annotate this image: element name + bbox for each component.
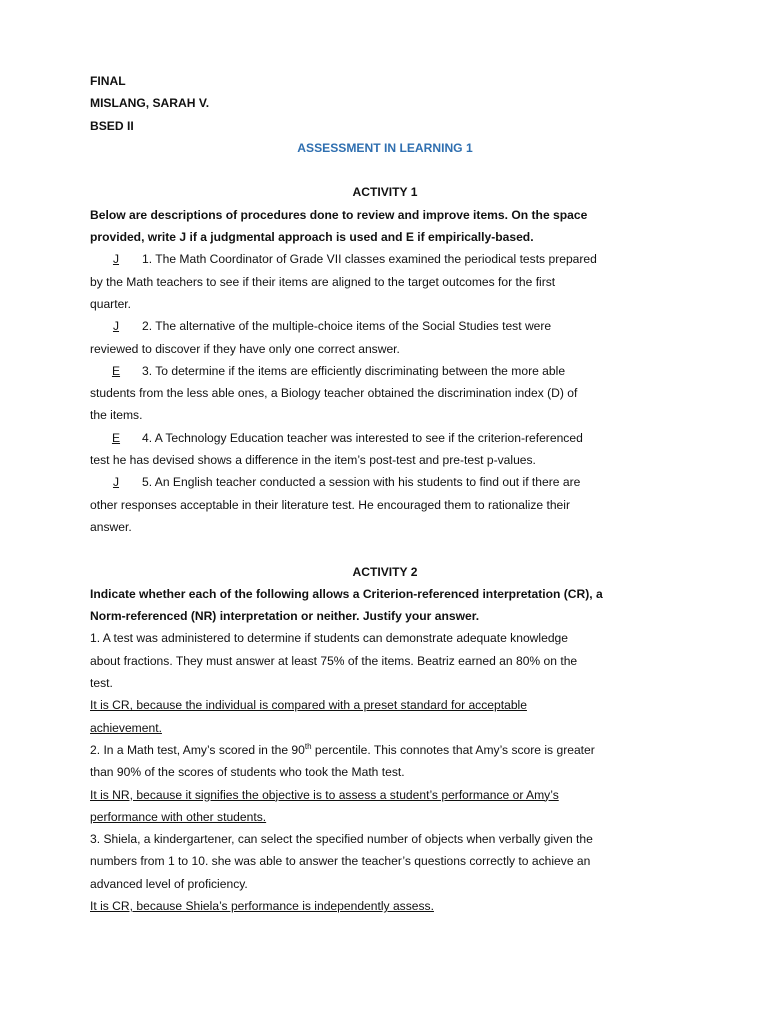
activity2-question-3: 3. Shiela, a kindergartener, can select the specified number of objects when verbally given the	[90, 832, 593, 847]
question-text-continued: than 90% of the scores of students who took the Math test.	[90, 765, 405, 780]
activity2-question-2	[90, 739, 680, 761]
item-text: 1. The Math Coordinator of Grade VII classes examined the periodical tests prepared	[142, 252, 597, 267]
answer-blank: J	[112, 252, 120, 267]
student-name: MISLANG, SARAH V.	[90, 96, 210, 111]
activity2-heading: ACTIVITY 2	[352, 564, 418, 579]
activity2-instruction-line: Indicate whether each of the following allows a Criterion-referenced interpretation (CR), a	[90, 586, 603, 601]
item-text-continued: quarter.	[90, 296, 132, 311]
answer-justification: performance with other students.	[90, 809, 267, 824]
activity1-instruction-line: Below are descriptions of procedures done to review and improve items. On the space	[90, 207, 588, 222]
item-text-continued: the items.	[90, 408, 143, 423]
item-text: 5. An English teacher conducted a session with his students to find out if there are	[142, 475, 581, 490]
item-text: 4. A Technology Education teacher was interested to see if the criterion-referenced	[142, 430, 583, 445]
item-text-continued: reviewed to discover if they have only one correct answer.	[90, 341, 400, 356]
answer-justification: It is CR, because Shiela’s performance is independently assess.	[90, 898, 434, 913]
answer-blank: E	[111, 363, 121, 378]
item-text-continued: other responses acceptable in their literature test. He encouraged them to rationalize their	[90, 497, 570, 512]
answer-blank: J	[112, 475, 120, 490]
activity1-item-3	[90, 360, 680, 382]
spacer	[90, 538, 680, 560]
activity2-question-1: 1. A test was administered to determine if students can demonstrate adequate knowledge	[90, 631, 568, 646]
question-text-continued: about fractions. They must answer at least 75% of the items. Beatriz earned an 80% on the	[90, 653, 578, 668]
activity1-item-1	[90, 248, 680, 270]
item-text-continued: students from the less able ones, a Biology teacher obtained the discrimination index (D) of	[90, 386, 578, 401]
document-body	[90, 70, 680, 917]
item-text-continued: test he has devised shows a difference in the item’s post-test and pre-test p-values.	[90, 453, 536, 468]
question-text: percentile. This connotes that Amy’s score is greater	[311, 742, 595, 757]
item-text: 3. To determine if the items are efficiently discriminating between the more able	[142, 363, 566, 378]
question-text-continued: advanced level of proficiency.	[90, 876, 248, 891]
activity1-instruction-line: provided, write J if a judgmental approach is used and E if empirically-based.	[90, 230, 534, 245]
answer-blank: J	[112, 319, 120, 334]
course-label: BSED II	[90, 118, 134, 133]
item-text-continued: by the Math teachers to see if their items are aligned to the target outcomes for the first	[90, 274, 556, 289]
activity1-item-4	[90, 427, 680, 449]
final-label: FINAL	[90, 74, 126, 88]
ordinal-suffix: th	[304, 741, 312, 751]
question-text-continued: numbers from 1 to 10. she was able to answer the teacher’s questions correctly to achieve an	[90, 854, 591, 869]
activity1-heading: ACTIVITY 1	[352, 185, 418, 200]
answer-blank: E	[111, 430, 121, 445]
activity2-instruction-line: Norm-referenced (NR) interpretation or neither. Justify your answer.	[90, 609, 480, 624]
answer-justification: achievement.	[90, 720, 162, 735]
item-text: 2. The alternative of the multiple-choice items of the Social Studies test were	[142, 319, 552, 334]
activity1-item-2	[90, 315, 680, 337]
answer-justification: It is CR, because the individual is compared with a preset standard for acceptable	[90, 698, 527, 713]
item-text-continued: answer.	[90, 519, 132, 534]
spacer	[90, 159, 680, 181]
question-text: 2. In a Math test, Amy’s scored in the 90	[90, 742, 305, 757]
activity1-item-5	[90, 471, 680, 493]
question-text-continued: test.	[90, 676, 113, 691]
document-title: ASSESSMENT IN LEARNING 1	[297, 140, 473, 155]
answer-justification: It is NR, because it signifies the objective is to assess a student’s performance or Amy’s	[90, 787, 559, 802]
